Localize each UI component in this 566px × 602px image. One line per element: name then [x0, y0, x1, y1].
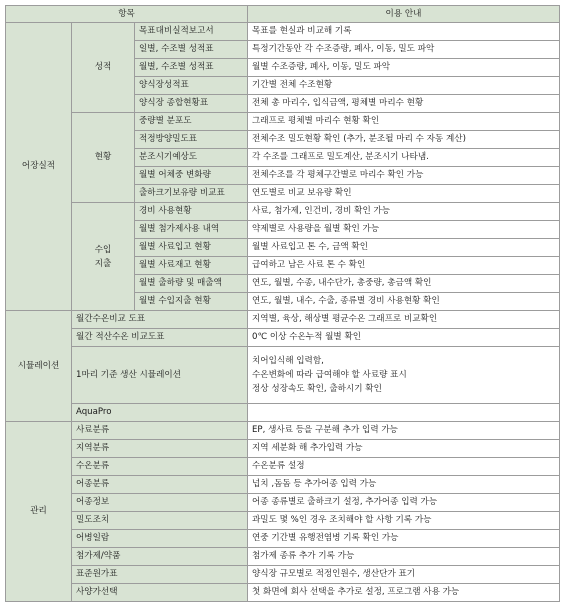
- row-item: 양식장 종합현황표: [135, 95, 248, 113]
- table-row: [6, 512, 560, 530]
- section-label: 어장실적: [6, 23, 72, 311]
- row-desc: 특정기간동안 각 수조증량, 폐사, 이동, 밀도 파악: [248, 41, 560, 59]
- row-item: 지역분류: [72, 440, 248, 458]
- row-item: 월별 첨가제사용 내역: [135, 221, 248, 239]
- desc-line: 정상 성장속도 확인, 출하시기 확인: [252, 384, 382, 394]
- table-row: [6, 548, 560, 566]
- table-row: [6, 476, 560, 494]
- row-item: AquaPro: [72, 404, 248, 422]
- row-item: 사양가선택: [72, 584, 248, 602]
- section-label: 관리: [6, 422, 72, 602]
- row-desc: 0℃ 이상 수온누적 월별 확인: [248, 329, 560, 347]
- row-desc: 연도별로 비교 보유량 확인: [248, 185, 560, 203]
- row-item: 목표대비실적보고서: [135, 23, 248, 41]
- feature-table-wrapper: [5, 5, 560, 602]
- row-item: 출하크기보유량 비교표: [135, 185, 248, 203]
- row-desc: 지역 세분화 해 추가입력 가능: [248, 440, 560, 458]
- row-item: 월별 어체중 변화량: [135, 167, 248, 185]
- group-label: 현황: [72, 113, 135, 203]
- row-item: 월별, 수조별 성적표: [135, 59, 248, 77]
- table-row: [6, 530, 560, 548]
- row-item: 경비 사용현황: [135, 203, 248, 221]
- row-item: 어병일람: [72, 530, 248, 548]
- row-desc: EP, 생사료 등을 구분해 추가 입력 가능: [248, 422, 560, 440]
- row-desc: 어종 종류별로 출하크기 설정, 추가어종 입력 가능: [248, 494, 560, 512]
- group-label: 성적: [72, 23, 135, 113]
- row-desc: 첨가제 종류 추가 기록 가능: [248, 548, 560, 566]
- desc-line: 수온변화에 따라 급여해야 할 사료량 표시: [252, 370, 407, 380]
- row-desc: 연중 기간별 유행전염병 기록 확인 가능: [248, 530, 560, 548]
- table-row: [6, 440, 560, 458]
- row-desc: 첫 화면에 회사 선택을 추가로 설정, 프로그램 사용 가능: [248, 584, 560, 602]
- row-desc: 양식장 규모별로 적정인원수, 생산단가 표기: [248, 566, 560, 584]
- row-item: 월별 출하량 및 매출액: [135, 275, 248, 293]
- row-desc: 기간별 전체 수조현황: [248, 77, 560, 95]
- row-desc-multiline: [248, 347, 560, 404]
- section-label: 시뮬레이션: [6, 311, 72, 422]
- table-row: [6, 311, 560, 329]
- table-row: [6, 329, 560, 347]
- row-desc: 월별 사료입고 톤 수, 금액 확인: [248, 239, 560, 257]
- header-usage: 이용 안내: [248, 6, 560, 23]
- row-desc: 넙치 ,돔돔 등 추가어종 입력 가능: [248, 476, 560, 494]
- row-item: 밀도조치: [72, 512, 248, 530]
- header-category: 항목: [6, 6, 248, 23]
- desc-line: 치어입식해 입력함,: [252, 356, 324, 366]
- table-header-row: [6, 6, 560, 23]
- row-item: 첨가제/약품: [72, 548, 248, 566]
- table-row: [6, 23, 560, 41]
- row-desc: 연도, 월별, 내수, 수출, 종류별 경비 사용현황 확인: [248, 293, 560, 311]
- table-row: [6, 584, 560, 602]
- row-item: 수온분류: [72, 458, 248, 476]
- row-item: 월간수온비교 도표: [72, 311, 248, 329]
- row-desc: 약제별로 사용량을 월별 확인 가능: [248, 221, 560, 239]
- row-desc: 목표를 현실과 비교해 기록: [248, 23, 560, 41]
- row-item: 사료분류: [72, 422, 248, 440]
- row-item: 1마리 기준 생산 시뮬레이션: [72, 347, 248, 404]
- table-row: [6, 347, 560, 404]
- row-item: 월별 수입지출 현황: [135, 293, 248, 311]
- row-desc: 수온분류 설정: [248, 458, 560, 476]
- row-desc: 급여하고 남은 사료 톤 수 확인: [248, 257, 560, 275]
- row-desc: 전체수조를 각 평체구간별로 마리수 확인 가능: [248, 167, 560, 185]
- row-item: 월별 사료입고 현황: [135, 239, 248, 257]
- row-desc: 전체 총 마리수, 입식금액, 평체별 마리수 현황: [248, 95, 560, 113]
- table-row: [6, 494, 560, 512]
- table-row: [6, 422, 560, 440]
- table-row: [6, 404, 560, 422]
- group-label: 수입 지출: [72, 203, 135, 311]
- row-desc: 각 수조를 그래프로 밀도계산, 분조시기 나타냄.: [248, 149, 560, 167]
- table-row: [6, 458, 560, 476]
- row-desc: 월별 수조증량, 폐사, 이동, 밀도 파악: [248, 59, 560, 77]
- row-item: 어종정보: [72, 494, 248, 512]
- row-desc: 사료, 첨가제, 인건비, 경비 확인 가능: [248, 203, 560, 221]
- row-desc: 과밀도 몇 %인 경우 조치해야 할 사항 기록 가능: [248, 512, 560, 530]
- row-item: 월간 적산수온 비교도표: [72, 329, 248, 347]
- table-row: [6, 566, 560, 584]
- row-desc: [248, 404, 560, 422]
- row-item: 어종분류: [72, 476, 248, 494]
- row-item: 중량별 분포도: [135, 113, 248, 131]
- feature-table: [5, 5, 560, 602]
- row-desc: 연도, 월별, 수종, 내수단가, 총중량, 총금액 확인: [248, 275, 560, 293]
- row-item: 월별 사료재고 현황: [135, 257, 248, 275]
- row-desc: 그래프로 평체별 마리수 현황 확인: [248, 113, 560, 131]
- row-item: 적정방양밀도표: [135, 131, 248, 149]
- table-row: [6, 113, 560, 131]
- row-item: 표준원가표: [72, 566, 248, 584]
- row-item: 분조시기예상도: [135, 149, 248, 167]
- row-item: 양식장성적표: [135, 77, 248, 95]
- row-desc: 지역별, 육상, 해상별 평균수온 그래프로 비교확인: [248, 311, 560, 329]
- row-desc: 전체수조 밀도현황 확인 (추가, 분조될 마리 수 자동 계산): [248, 131, 560, 149]
- row-item: 일별, 수조별 성적표: [135, 41, 248, 59]
- table-row: [6, 203, 560, 221]
